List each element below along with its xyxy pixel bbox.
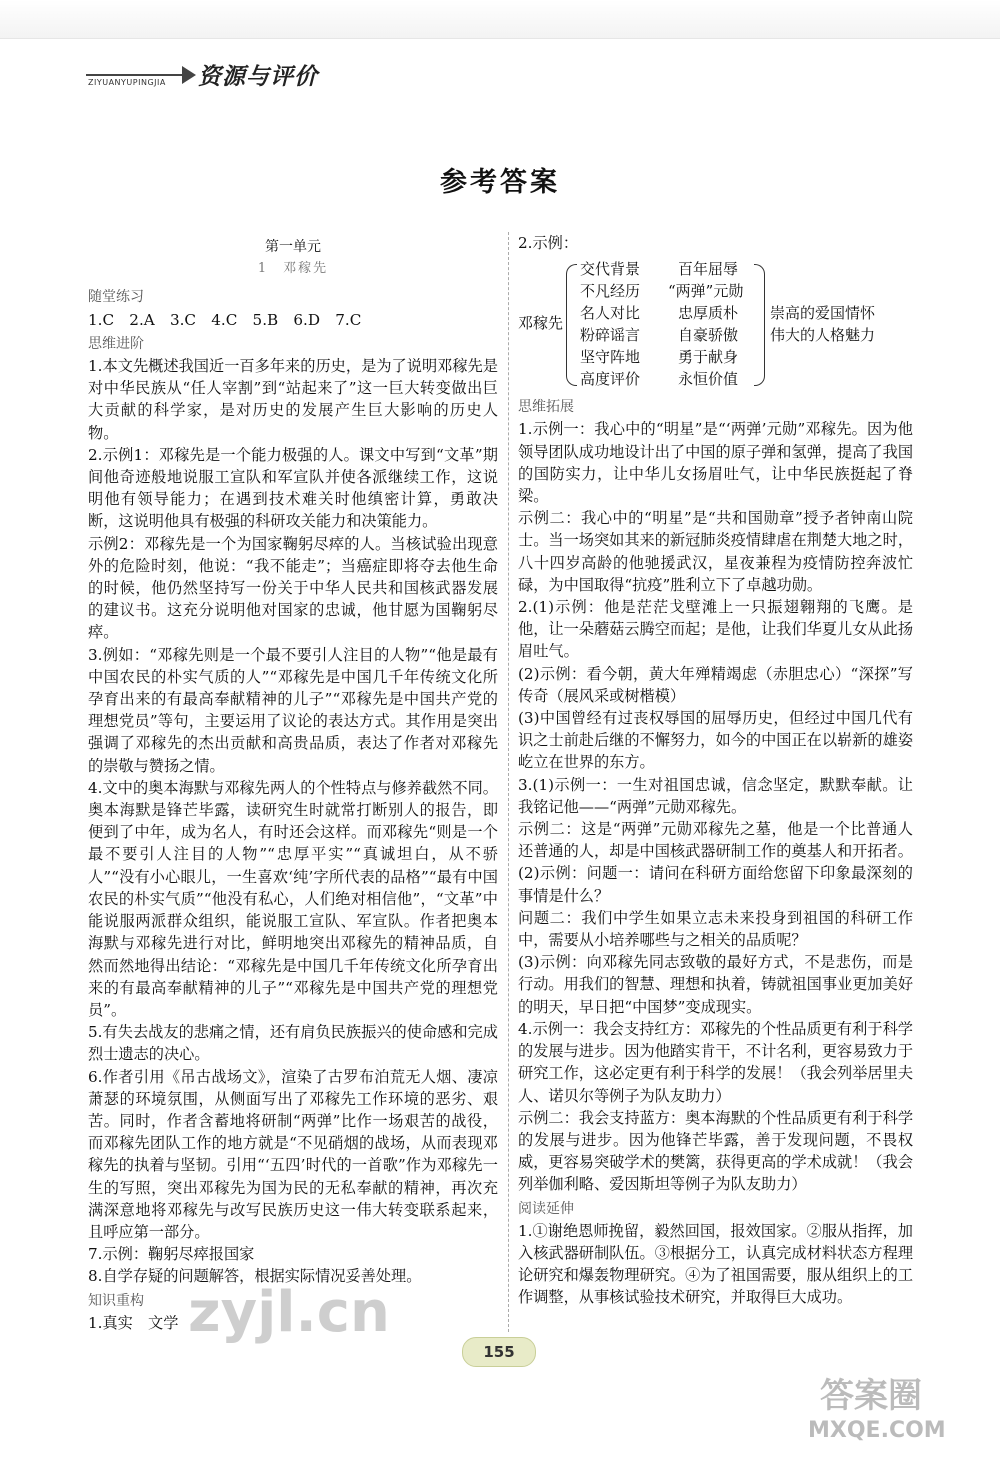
diagram-item: 高度评价 — [580, 370, 641, 389]
section-heading: 阅读延伸 — [518, 1200, 574, 1217]
diagram-value: “两弹”元勋 — [668, 282, 744, 301]
left-column — [88, 232, 498, 1334]
answer-paragraph: 7.示例：鞠躬尽瘁报国家 — [88, 1245, 255, 1264]
diagram-value: 永恒价值 — [678, 370, 739, 389]
answer-paragraph: 1.本文先概述我国近一百多年来的历史，是为了说明邓稼先是对中华民族从“任人宰割”到“站起来了”这一巨大转变做出巨大贡献的科学家，是对历史的发展产生巨大影响的历史人物。 — [88, 357, 498, 442]
watermark-logo: 答案圈 — [820, 1376, 922, 1416]
section-heading: 思维进阶 — [88, 335, 144, 352]
brand-title: 资源与评价 — [198, 64, 318, 90]
answer-paragraph: 4.文中的奥本海默与邓稼先两人的个性特点与修养截然不同。奥本海默是锋芒毕露，读研究生时就常打断别人的报告，即便到了中年，成为名人，有时还会这样。而邓稼先“则是一个最不要引人注目的人物”“忠厚平实”“真诚坦白，从不骄人”“没有小心眼儿，一生喜欢‘纯’字所代表的品格”“最有中国农民的朴实气质”“他没有私心，人们绝对相信他”，“文革”中能说服两派群众组织，能说服工宣队、军宣队。作者把奥本海默与邓稼先进行对比，鲜明地突出邓稼先的精神品质，自然而然地得出结论：“邓稼先是中国几千年传统文化所孕育出来的有最高奉献精神的儿子”“邓稼先是中国共产党的理想党员”。 — [88, 778, 498, 1019]
unit-heading: 第一单元 — [265, 239, 321, 255]
diagram-item: 不凡经历 — [580, 282, 641, 301]
answer-paragraph: 6.作者引用《吊古战场文》，渲染了古罗布泊荒无人烟、凄凉萧瑟的环境氛围，从侧面写出了邓稼先工作环境的恶劣、艰苦。同时，作者含蓄地将研制“两弹”比作一场艰苦的战役，而邓稼先团队工作的地方就是“不见硝烟的战场，从而表现邓稼先的执着与坚韧。引用“‘五四’时代的一首歌”作为邓稼先一生的写照，突出邓稼先为国为民的无私奉献的精神，再次充满深意地将邓稼先与改写民族历史这一伟大转变联系起来，且呼应第一部分。 — [88, 1067, 498, 1241]
diagram-bracket-right — [754, 264, 765, 386]
brand-logo — [86, 56, 336, 92]
diagram-outcome: 崇高的爱国情怀 — [770, 304, 876, 323]
answer-paragraph: (2)示例：看今朝，黄大年殚精竭虑（赤胆忠心）“深探”写传奇（展风采或树楷模） — [518, 664, 913, 705]
top-band — [0, 0, 1000, 39]
answer-paragraph: 问题二：我们中学生如果立志未来投身到祖国的科研工作中，需要从小培养哪些与之相关的品质呢？ — [518, 908, 913, 950]
diagram-value: 百年屈辱 — [678, 260, 739, 279]
diagram-item: 交代背景 — [580, 260, 641, 279]
answer-paragraph: 4.示例一：我会支持红方：邓稼先的个性品质更有利于科学的发展与进步。因为他踏实肯干，不计名利，更容易致力于研究工作，这必定更有利于科学的发展！（我会列举居里夫人、诺贝尔等例子为队友助力） — [518, 1019, 913, 1105]
diagram-item: 名人对比 — [580, 304, 641, 323]
right-column — [518, 232, 913, 1309]
answer-paragraph: 1.C 2.A 3.C 4.C 5.B 6.D 7.C — [88, 310, 362, 329]
diagram-item: 坚守阵地 — [580, 348, 641, 367]
column-divider — [508, 232, 509, 1332]
right-answers — [518, 396, 913, 1308]
diagram-item: 粉碎谣言 — [580, 326, 641, 345]
answer-paragraph: 1.真实 文学 — [88, 1313, 179, 1332]
answer-paragraph: 3.例如：“邓稼先则是一个最不要引人注目的人物”“他是最有中国农民的朴实气质的人”“邓稼先是中国几千年传统文化所孕育出来的有最高奉献精神的儿子”“邓稼先是中国共产党的理想党员”等句，主要运用了议论的表达方式。其作用是突出强调了邓稼先的杰出贡献和高贵品质，表达了作者对邓稼先的崇敬与赞扬之情。 — [88, 645, 498, 775]
answer-paragraph: 示例2：邓稼先是一个为国家鞠躬尽瘁的人。当核试验出现意外的危险时刻，他说：“我不能走”；当癌症即将夺去他生命的时候，他仍然坚持写一份关于中华人民共和国核武器发展的建议书。这充分说明他对国家的忠诚，他甘愿为国鞠躬尽瘁。 — [88, 534, 498, 642]
answer-paragraph: 1.示例一：我心中的“明星”是“‘两弹’元勋”邓稼先。因为他领导团队成功地设计出了中国的原子弹和氢弹，提高了我国的国防实力，让中华儿女扬眉吐气，让中华民族挺起了脊梁。 — [518, 420, 913, 506]
diagram-value: 勇于献身 — [678, 348, 739, 367]
diagram-value: 自豪骄傲 — [678, 326, 739, 345]
page-number: 155 — [462, 1337, 536, 1367]
answer-paragraph: 1.①谢绝恩师挽留，毅然回国，报效国家。②服从指挥，加入核武器研制队伍。③根据分工，认真完成材料状态方程理论研究和爆轰物理研究。④为了祖国需要，服从组织上的工作调整，从事核试验技术研究，并取得巨大成功。 — [518, 1221, 913, 1307]
structure-diagram — [518, 258, 913, 394]
diagram-center: 邓稼先 — [518, 314, 564, 333]
watermark-domain: MXQE.COM — [808, 1418, 946, 1443]
diagram-outcome: 伟大的人格魅力 — [770, 326, 876, 345]
answer-paragraph: 示例二：我心中的“明星”是“共和国勋章”授予者钟南山院士。当一场突如其来的新冠肺炎疫情肆虐在荆楚大地之时，八十四岁高龄的他驰援武汉，星夜兼程为疫情防控奔波忙碌，为中国取得“抗疫”胜利立下了卓越功勋。 — [518, 509, 913, 594]
answer-paragraph: 示例二：我会支持蓝方：奥本海默的个性品质更有利于科学的发展与进步。因为他锋芒毕露，善于发现问题，不畏权威，更容易突破学术的樊篱，获得更高的学术成就！（我会列举伽利略、爱因斯坦等例子为队友助力） — [518, 1108, 913, 1194]
section-heading: 思维拓展 — [518, 399, 574, 416]
answer-paragraph: 示例二：这是“两弹”元勋邓稼先之墓，他是一个比普通人还普通的人，却是中国核武器研制工作的奠基人和开拓者。 — [518, 820, 913, 861]
arrow-icon — [182, 66, 196, 84]
brand-pinyin: ZIYUANYUPINGJIA — [88, 78, 166, 87]
diagram-value: 忠厚质朴 — [678, 304, 739, 323]
section-heading: 知识重构 — [88, 1292, 144, 1309]
answer-paragraph: 2.(1)示例：他是茫茫戈壁滩上一只振翅翱翔的飞鹰。是他，让一朵蘑菇云腾空而起；是他，让我们华夏儿女从此扬眉吐气。 — [518, 598, 913, 661]
diagram-bracket-left — [566, 264, 577, 386]
answer-paragraph: 2.示例1：邓稼先是一个能力极强的人。课文中写到“文革”期间他奇迹般地说服工宣队和军宣队并使各派继续工作，这说明他有领导能力；在遇到技术难关时他缜密计算，勇敢决断，这说明他具有极强的科研攻关能力和决策能力。 — [88, 445, 498, 531]
answer-paragraph: (3)中国曾经有过丧权辱国的屈辱历史，但经过中国几代有识之士前赴后继的不懈努力，如今的中国正在以崭新的雄姿屹立在世界的东方。 — [518, 709, 913, 772]
brand-line — [86, 74, 182, 76]
answer-paragraph: 5.有失去战友的悲痛之情，还有肩负民族振兴的使命感和完成烈士遗志的决心。 — [88, 1023, 498, 1064]
answer-paragraph: (3)示例：向邓稼先同志致敬的最好方式，不是悲伤，而是行动。用我们的智慧、理想和执着，铸就祖国事业更加美好的明天，早日把“中国梦”变成现实。 — [518, 953, 913, 1016]
answer-paragraph: 8.自学存疑的问题解答，根据实际情况妥善处理。 — [88, 1267, 422, 1286]
watermark-site: zyjl.cn — [188, 1280, 390, 1345]
answer-paragraph: (2)示例：问题一：请问在科研方面给您留下印象最深刻的事情是什么？ — [518, 864, 913, 905]
diagram-intro: 2.示例： — [518, 234, 579, 252]
answer-paragraph: 3.(1)示例一：一生对祖国忠诚，信念坚定，默默奉献。让我铭记他——“两弹”元勋邓稼先。 — [518, 775, 913, 816]
page-title: 参考答案 — [440, 167, 560, 198]
section-heading: 随堂练习 — [88, 289, 144, 306]
lesson-heading: 1 邓稼先 — [257, 261, 329, 277]
left-answers — [88, 286, 498, 1334]
